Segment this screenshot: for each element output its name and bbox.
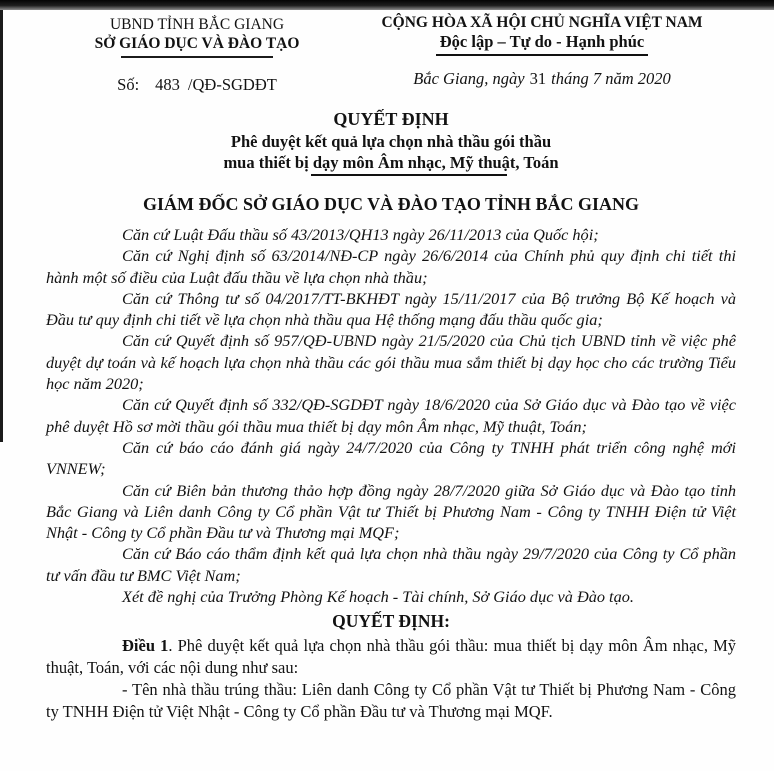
place-date-line xyxy=(348,69,736,89)
title-underline xyxy=(311,174,507,176)
citation-paragraph: Căn cứ Nghị định số 63/2014/NĐ-CP ngày 26/6/2014 của Chính phủ quy định chi tiết thi hành một số điều của Luật đấu thầu về lựa chọn nhà thầu; xyxy=(46,246,736,287)
date-prefix: Bắc Giang, ngày xyxy=(413,69,525,88)
citation-paragraph: Căn cứ báo cáo đánh giá ngày 24/7/2020 của Công ty TNHH phát triển công nghệ mới VNNEW; xyxy=(46,437,736,479)
article-1-text: . Phê duyệt kết quả lựa chọn nhà thầu gói thầu: mua thiết bị dạy môn Âm nhạc, Mỹ thuật, Toán, với các nội dung như sau: xyxy=(46,636,736,678)
document-number-label: Số: xyxy=(117,75,140,94)
issuing-agency-block xyxy=(46,13,348,95)
citation-paragraph: Căn cứ Luật Đấu thầu số 43/2013/QH13 ngày 26/11/2013 của Quốc hội; xyxy=(122,225,599,244)
document-type-heading: QUYẾT ĐỊNH xyxy=(333,109,449,129)
legal-preamble xyxy=(46,224,736,607)
article-1-paragraph xyxy=(46,635,736,679)
citation-paragraph: Căn cứ Báo cáo thẩm định kết quả lựa chọn nhà thầu ngày 29/7/2020 của Công ty Cổ phần tư vấn đầu tư BMC Việt Nam; xyxy=(46,544,736,585)
national-motto: Độc lập – Tự do - Hạnh phúc xyxy=(436,32,648,56)
national-title: CỘNG HÒA XÃ HỘI CHỦ NGHĨA VIỆT NAM xyxy=(381,14,703,31)
national-motto-block xyxy=(348,13,736,95)
citation-paragraph: Căn cứ Quyết định số 957/QĐ-UBND ngày 21/5/2020 của Chủ tịch UBND tỉnh về việc phê duyệt dự toán và kế hoạch lựa chọn nhà thầu các gói thầu mua sắm thiết bị dạy học cho các trường Tiểu học năm 2020; xyxy=(46,331,736,394)
agency-parent-name: UBND TỈNH BẮC GIANG xyxy=(109,16,285,33)
document-content xyxy=(46,13,736,723)
document-number-value: 483 xyxy=(155,75,180,94)
agency-underline xyxy=(121,56,273,58)
document-header xyxy=(46,13,736,95)
date-day: 31 xyxy=(529,69,547,88)
document-number-suffix: /QĐ-SGDĐT xyxy=(187,75,277,94)
document-number-line xyxy=(46,75,348,95)
date-suffix: tháng 7 năm 2020 xyxy=(551,69,671,88)
citation-paragraph: Căn cứ Biên bản thương thảo hợp đồng ngày 28/7/2020 giữa Sở Giáo dục và Đào tạo tỉnh Bắc Giang và Liên danh Công ty Cổ phần Vật tư Thiết bị Phương Nam - Công ty TNHH Điện tử Việt Nhật - Công ty Cổ phần Đầu tư và Thương mại MQF; xyxy=(46,480,736,543)
document-subject-line1: Phê duyệt kết quả lựa chọn nhà thầu gói thầu xyxy=(230,132,552,151)
agency-name: SỞ GIÁO DỤC VÀ ĐÀO TẠO xyxy=(94,35,300,52)
issuer-heading: GIÁM ĐỐC SỞ GIÁO DỤC VÀ ĐÀO TẠO TỈNH BẮC GIANG xyxy=(142,194,640,214)
title-block xyxy=(46,108,736,216)
document-subject-line2: mua thiết bị dạy môn Âm nhạc, Mỹ thuật, Toán xyxy=(223,153,559,172)
winning-bidder-paragraph: - Tên nhà thầu trúng thầu: Liên danh Công ty Cổ phần Vật tư Thiết bị Phương Nam - Công ty TNHH Điện tử Việt Nhật - Công ty Cổ phần Đầu tư và Thương mại MQF. xyxy=(46,680,736,722)
citation-paragraph: Xét đề nghị của Trưởng Phòng Kế hoạch - Tài chính, Sở Giáo dục và Đào tạo. xyxy=(122,587,634,607)
decision-heading: QUYẾT ĐỊNH: xyxy=(332,611,450,632)
scan-artifact-left-strip xyxy=(0,10,3,442)
scan-artifact-top-bar xyxy=(0,0,774,10)
citation-paragraph: Căn cứ Quyết định số 332/QĐ-SGDĐT ngày 18/6/2020 của Sở Giáo dục và Đào tạo về việc phê duyệt Hồ sơ mời thầu gói thầu mua thiết bị dạy môn Âm nhạc, Mỹ thuật, Toán; xyxy=(46,395,736,436)
citation-paragraph: Căn cứ Thông tư số 04/2017/TT-BKHĐT ngày 15/11/2017 của Bộ trưởng Bộ Kế hoạch và Đầu tư quy định chi tiết về lựa chọn nhà thầu qua Hệ thống mạng đấu thầu quốc gia; xyxy=(46,288,736,330)
article-1-label: Điều 1 xyxy=(122,636,169,656)
